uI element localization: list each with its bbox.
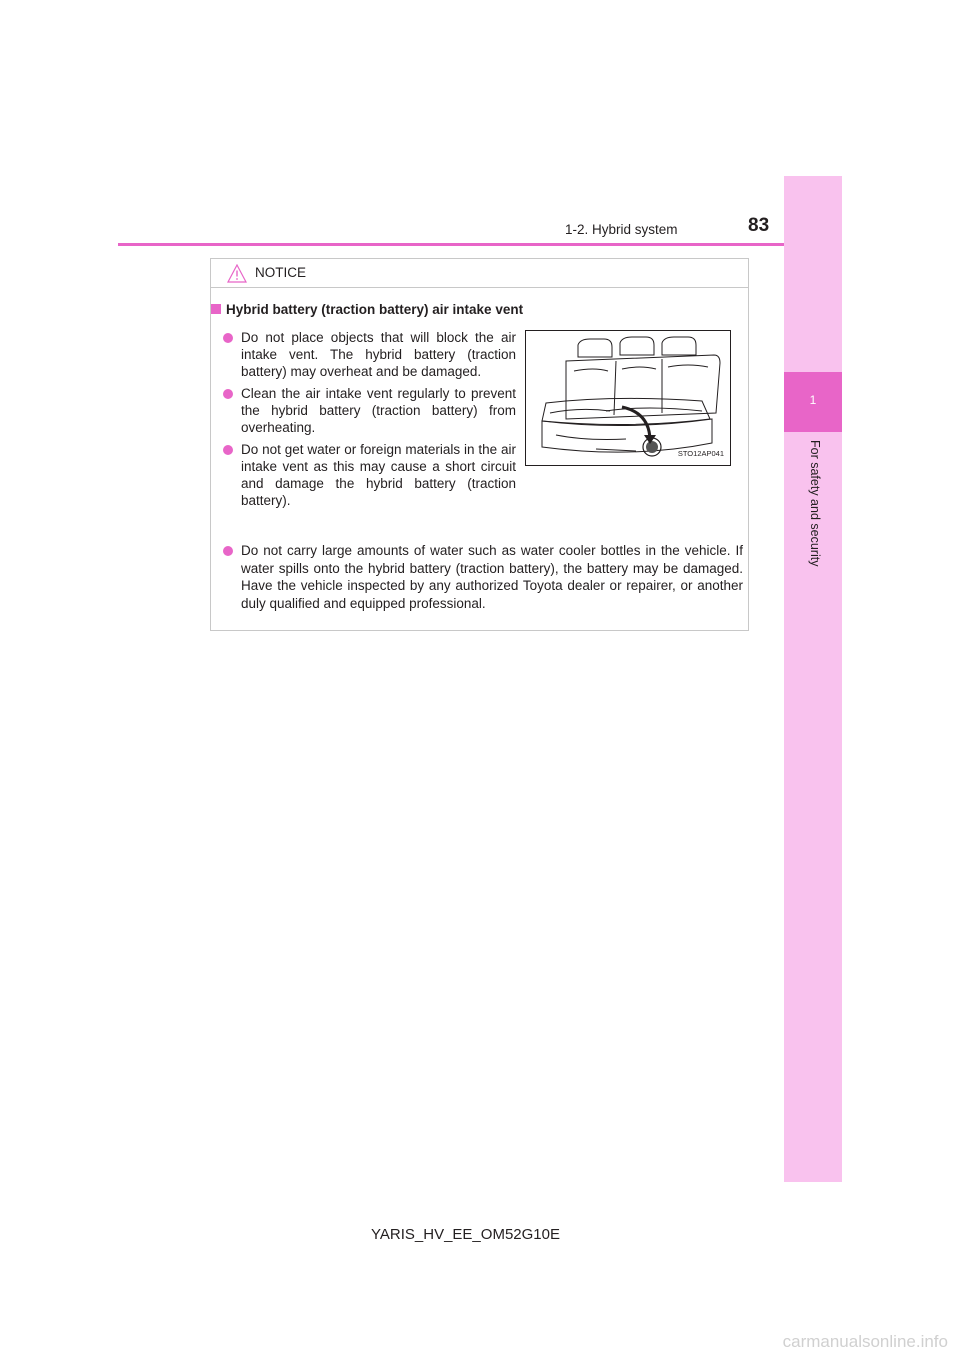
notice-bullet-list bbox=[222, 329, 516, 514]
list-item-text: Clean the air intake vent regularly to prevent the hybrid battery (traction battery) from overheating. bbox=[241, 386, 516, 435]
chapter-number: 1 bbox=[809, 393, 817, 407]
square-bullet-icon bbox=[211, 304, 221, 314]
list-item-text: Do not carry large amounts of water such as water cooler bottles in the vehicle. If water spills onto the hybrid battery (traction battery), the battery may be damaged. Have the vehicle inspected by any authorized Toyota dealer or repairer, or another duly qualified and equipped professional. bbox=[241, 543, 743, 611]
list-item-text: Do not place objects that will block the air intake vent. The hybrid battery (traction battery) may overheat and be damaged. bbox=[241, 330, 516, 379]
rear-seat-drawing bbox=[526, 331, 730, 465]
notice-header bbox=[211, 259, 748, 288]
page-number: 83 bbox=[748, 215, 770, 236]
watermark: carmanualsonline.info bbox=[782, 1332, 948, 1351]
round-bullet-icon bbox=[223, 445, 233, 455]
figure-code: STO12AP041 bbox=[677, 449, 724, 458]
document-code: YARIS_HV_EE_OM52G10E bbox=[371, 1226, 560, 1243]
round-bullet-icon bbox=[223, 389, 233, 399]
list-item bbox=[222, 385, 516, 436]
round-bullet-icon bbox=[223, 333, 233, 343]
rear-seat-illustration bbox=[525, 330, 731, 466]
notice-heading bbox=[211, 302, 523, 317]
header-rule bbox=[118, 243, 784, 246]
list-item bbox=[222, 329, 516, 380]
chapter-side-tab bbox=[784, 176, 842, 1182]
list-item bbox=[222, 542, 743, 612]
list-item bbox=[222, 441, 516, 509]
notice-label: NOTICE bbox=[255, 265, 307, 280]
section-title: 1-2. Hybrid system bbox=[565, 222, 678, 237]
warning-triangle-icon bbox=[227, 264, 247, 283]
list-item-text: Do not get water or foreign materials in the air intake vent as this may cause a short circuit and damage the hybrid battery (traction battery). bbox=[241, 442, 516, 508]
notice-heading-text: Hybrid battery (traction battery) air intake vent bbox=[226, 302, 524, 317]
round-bullet-icon bbox=[223, 546, 233, 556]
notice-box bbox=[210, 258, 749, 631]
chapter-title: For safety and security bbox=[808, 440, 822, 567]
